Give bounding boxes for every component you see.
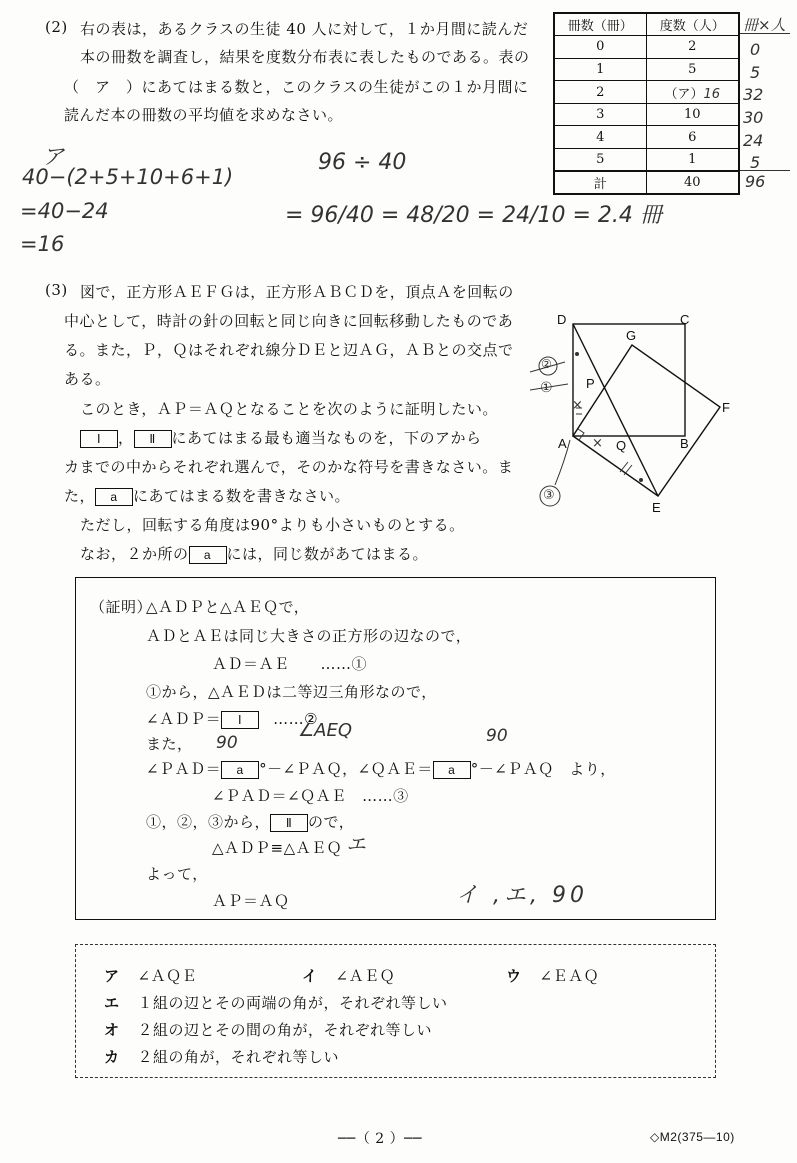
page-number: ──（ 2 ）──: [338, 1131, 423, 1147]
choice-item: [506, 965, 599, 986]
blank-box-I: Ⅰ: [80, 430, 118, 448]
angle-dot: [575, 352, 579, 356]
table-row: [554, 58, 739, 81]
blank-a-cell: （ア）: [664, 86, 704, 102]
figure-label-q: Q: [616, 438, 627, 453]
proof-line: また，: [146, 735, 193, 753]
proof-text: ので，: [308, 813, 355, 831]
proof-text: ∠ＰＡＤ＝: [146, 760, 222, 778]
choice-item: [302, 965, 395, 986]
proof-line: ＡＤとＡＥは同じ大きさの正方形の辺なので，: [146, 627, 472, 645]
proof-text: °－∠ＰＡＱ より，: [470, 760, 616, 778]
choice-kana: カ: [104, 1048, 120, 1066]
table-cell: 2: [646, 36, 739, 59]
q3-text-line: にあてはまる最も適当なものを，下のアから: [171, 429, 482, 447]
q3-text-line: ただし，回転する角度は90°よりも小さいものとする。: [80, 516, 465, 534]
blank-box-a: a: [433, 761, 471, 779]
figure-label-a: A: [558, 436, 567, 451]
choice-item: [104, 1019, 432, 1040]
q2-text-line-1: 右の表は，あるクラスの生徒 40 人に対して，１か月間に読んだ: [80, 20, 529, 38]
q3-box-line: [80, 543, 428, 564]
proof-line: ①から，△ＡＥＤは二等辺三角形なので，: [146, 683, 437, 701]
table-cell: 6: [646, 126, 739, 149]
table-row: [554, 81, 739, 104]
table-cell: 1: [646, 149, 739, 172]
hand-mean-line: = 96/40 = 48/20 = 24/10 = 2.4 冊: [285, 203, 662, 228]
hand-mark-3: ③: [543, 488, 555, 503]
proof-line: ＡＤ＝ＡＥ ……①: [212, 655, 368, 673]
table-cell: 3: [554, 103, 646, 126]
hand-extra-total: 96: [745, 172, 766, 191]
blank-box-II: Ⅱ: [270, 814, 308, 832]
q3-text-line: カまでの中からそれぞれ選んで，そのかな符号を書きなさい。ま: [64, 458, 514, 476]
hand-mark-x: ×: [592, 436, 603, 451]
hand-e: エ: [346, 832, 366, 856]
proof-text: ∠ＡＤＰ＝: [146, 710, 222, 728]
proof-text: ……②: [273, 710, 319, 728]
comma-text: ，: [118, 429, 134, 447]
hand-work-line: =16: [20, 232, 65, 256]
table-cell: 1: [554, 58, 646, 81]
figure-label-b: B: [680, 436, 689, 451]
blank-box-II: Ⅱ: [134, 430, 172, 448]
hand-extra-value: 5: [750, 63, 761, 82]
proof-line: [146, 758, 616, 779]
table-cell: 計: [554, 171, 646, 194]
q3-box-line: [64, 485, 350, 506]
q3-number: (3): [45, 281, 68, 299]
frequency-table: [553, 12, 740, 195]
proof-line: よって，: [146, 865, 208, 883]
figure-label-g: G: [626, 328, 637, 343]
hand-extra-header: 冊×人: [743, 16, 786, 34]
proof-text: °－∠ＰＡＱ，∠ＱＡＥ＝: [259, 760, 433, 778]
proof-line: [146, 811, 354, 832]
proof-line: △ＡＤＰ≡△ＡＥＱ: [212, 839, 343, 857]
hand-mean-line: 96 ÷ 40: [318, 150, 407, 175]
choice-text: ∠ＡＥＱ: [335, 967, 396, 985]
table-header-books: 冊数（冊）: [554, 13, 646, 36]
hand-extra-value: 32: [743, 85, 764, 104]
table-cell: 40: [646, 171, 739, 194]
q3-text-line: 中心として，時計の針の回転と同じ向きに回転移動したものであ: [64, 312, 514, 330]
blank-box-a: a: [221, 761, 259, 779]
table-cell: 4: [554, 126, 646, 149]
angle-dot: [639, 478, 643, 482]
choice-kana: エ: [104, 994, 120, 1012]
table-row: [554, 36, 739, 59]
choice-kana: ウ: [506, 967, 522, 985]
hand-underline: [740, 170, 790, 171]
proof-line: [146, 708, 318, 729]
choice-kana: オ: [104, 1021, 120, 1039]
hand-90: 90: [486, 726, 508, 746]
hand-answer: イ ,エ, 90: [456, 883, 588, 908]
q3-text-line: なお，２か所の: [80, 545, 189, 563]
choice-item: [104, 965, 197, 986]
q2-text-line-4: 読んだ本の冊数の平均値を求めなさい。: [64, 106, 344, 124]
blank-box-a: a: [95, 488, 133, 506]
choice-item: [104, 1046, 339, 1067]
table-cell: 5: [554, 149, 646, 172]
q3-text-line: 図で，正方形ＡＥＦＧは，正方形ＡＢＣＤを，頂点Ａを回転の: [80, 283, 514, 301]
exam-code: ◇M2(375—10): [650, 1130, 735, 1144]
right-angle-mark: [578, 429, 584, 440]
choice-kana: ア: [104, 967, 120, 985]
choice-text: ２組の辺とその間の角が，それぞれ等しい: [137, 1021, 433, 1039]
hand-work-line: =40−24: [20, 199, 109, 223]
hand-mark-x: ×: [572, 398, 583, 413]
choice-text: ２組の角が，それぞれ等しい: [137, 1048, 340, 1066]
hand-underline: [740, 33, 790, 34]
q3-text-line: ある。: [64, 370, 111, 388]
table-row: [554, 103, 739, 126]
figure-label-d: D: [557, 312, 567, 327]
q2-text-line-3: （ ア ）にあてはまる数と，このクラスの生徒がこの１か月間に: [64, 78, 529, 96]
q3-box-line: [80, 427, 482, 448]
q3-text-line: た，: [64, 487, 96, 505]
hand-mark-1: ①: [540, 380, 553, 396]
hand-extra-value: 24: [743, 131, 764, 150]
table-total-row: [554, 171, 739, 194]
q3-text-line: る。また，Ｐ，Ｑはそれぞれ線分ＤＥと辺ＡＧ，ＡＢとの交点で: [64, 341, 514, 359]
figure-label-e: E: [652, 500, 661, 515]
choices-box: [75, 944, 716, 1078]
proof-box: [75, 577, 716, 920]
hand-extra-value: 0: [750, 40, 761, 59]
choice-kana: イ: [302, 967, 318, 985]
hand-work-line: ア: [42, 145, 65, 170]
proof-line: ∠ＰＡＤ＝∠ＱＡＥ ……③: [212, 787, 409, 805]
q2-text-line-2: 本の冊数を調査し，結果を度数分布表に表したものである。表の: [80, 48, 530, 66]
table-header-frequency: 度数（人）: [646, 13, 739, 36]
choice-item: [104, 992, 448, 1013]
table-row: [554, 126, 739, 149]
blank-box-I: Ⅰ: [221, 711, 259, 729]
blank-box-a: a: [189, 546, 227, 564]
hand-aeq: ∠AEQ: [298, 720, 352, 741]
proof-text: ①，②，③から，: [146, 813, 271, 831]
table-cell: [646, 81, 739, 104]
table-row: [554, 149, 739, 172]
choice-text: ∠ＡＱＥ: [137, 967, 198, 985]
q2-number: (2): [45, 18, 68, 36]
hand-extra-value: 5: [750, 153, 761, 172]
table-cell: 2: [554, 81, 646, 104]
table-cell: 0: [554, 36, 646, 59]
hand-mark-2: ②: [541, 357, 552, 371]
q3-text-line: には，同じ数があてはまる。: [226, 545, 429, 563]
table-cell: 10: [646, 103, 739, 126]
proof-line: ＡＰ＝ＡＱ: [212, 892, 290, 910]
choice-text: １組の辺とその両端の角が，それぞれ等しい: [137, 994, 448, 1012]
proof-line: △ＡＤＰと△ＡＥＱで，: [146, 598, 310, 616]
segment-de: [573, 324, 658, 496]
hand-a-value: 16: [703, 86, 721, 102]
equal-mark: [620, 462, 632, 475]
hand-90: 90: [216, 733, 238, 753]
hand-extra-value: 30: [743, 108, 764, 127]
figure-label-p: P: [586, 376, 595, 391]
q3-text-line: このとき，ＡＰ＝ＡＱとなることを次のように証明したい。: [80, 400, 498, 418]
figure-label-f: F: [722, 400, 730, 415]
q3-text-line: にあてはまる数を書きなさい。: [133, 487, 351, 505]
table-cell: 5: [646, 58, 739, 81]
hand-work-line: 40−(2+5+10+6+1): [22, 165, 234, 189]
proof-label: （証明）: [90, 598, 153, 616]
choice-text: ∠ＥＡＱ: [539, 967, 600, 985]
figure-label-c: C: [680, 312, 690, 327]
